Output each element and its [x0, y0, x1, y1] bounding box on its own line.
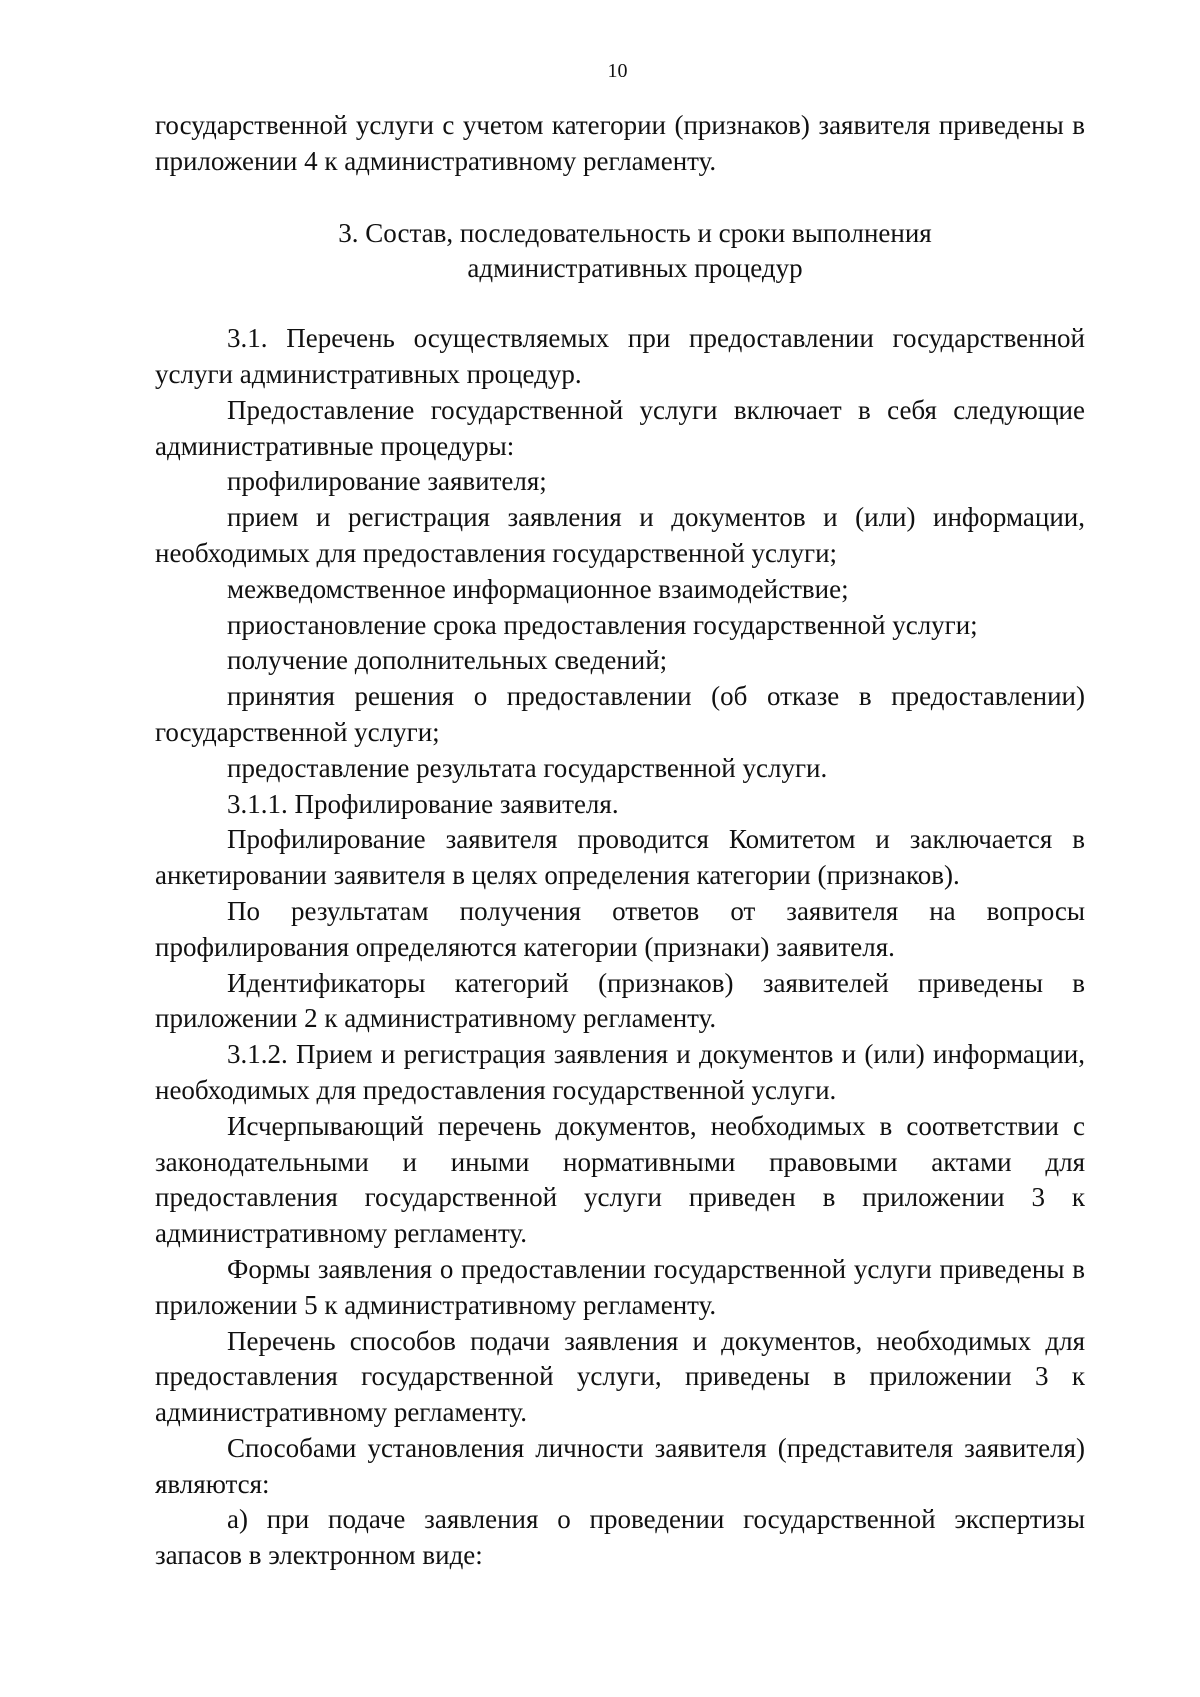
- paragraph: По результатам получения ответов от заявителя на вопросы профилирования определяются категории (признаки) заявителя.: [155, 895, 1085, 962]
- paragraph: Предоставление государственной услуги включает в себя следующие административные процедуры:: [155, 394, 1085, 461]
- section-heading-line-2: административных процедур: [467, 253, 803, 284]
- continuation-paragraph: государственной услуги с учетом категории (признаков) заявителя приведены в приложении 4 к административному регламенту.: [155, 110, 1085, 176]
- list-item: принятия решения о предоставлении (об отказе в предоставлении) государственной услуги;: [155, 681, 1085, 747]
- list-item: приостановление срока предоставления государственной услуги;: [227, 609, 978, 640]
- list-item: предоставление результата государственной услуги.: [227, 752, 828, 783]
- paragraph: Исчерпывающий перечень документов, необходимых в соответствии с законодательными и иными нормативными правовыми актами для предоставления государственной услуги приведен в приложении 3 к административному регламенту.: [155, 1110, 1085, 1249]
- section-heading: [155, 216, 1085, 288]
- paragraph: Способами установления личности заявителя (представителя заявителя) являются:: [155, 1432, 1085, 1499]
- paragraph: 3.1. Перечень осуществляемых при предоставлении государственной услуги административных процедур.: [155, 323, 1085, 389]
- subsection-heading: 3.1.1. Профилирование заявителя.: [227, 788, 619, 819]
- paragraph: а) при подаче заявления о проведении государственной экспертизы запасов в электронном виде:: [155, 1504, 1085, 1571]
- list-item: профилирование заявителя;: [227, 466, 547, 497]
- paragraph: Профилирование заявителя проводится Комитетом и заключается в анкетировании заявителя в целях определения категории (признаков).: [155, 824, 1085, 891]
- paragraph: Формы заявления о предоставлении государственной услуги приведены в приложении 5 к административному регламенту.: [155, 1253, 1085, 1320]
- section-heading-line-1: 3. Состав, последовательность и сроки выполнения: [338, 217, 932, 248]
- list-item: получение дополнительных сведений;: [227, 645, 668, 676]
- document-body: [155, 108, 1085, 1574]
- page-number: 10: [607, 60, 628, 82]
- list-item: прием и регистрация заявления и документов и (или) информации, необходимых для предоставления государственной услуги;: [155, 502, 1085, 568]
- list-item: межведомственное информационное взаимодействие;: [227, 573, 849, 604]
- paragraph: Перечень способов подачи заявления и документов, необходимых для предоставления государственной услуги, приведены в приложении 3 к административному регламенту.: [155, 1325, 1085, 1428]
- paragraph: Идентификаторы категорий (признаков) заявителей приведены в приложении 2 к административному регламенту.: [155, 967, 1085, 1034]
- subsection-heading: 3.1.2. Прием и регистрация заявления и документов и (или) информации, необходимых для предоставления государственной услуги.: [155, 1039, 1085, 1105]
